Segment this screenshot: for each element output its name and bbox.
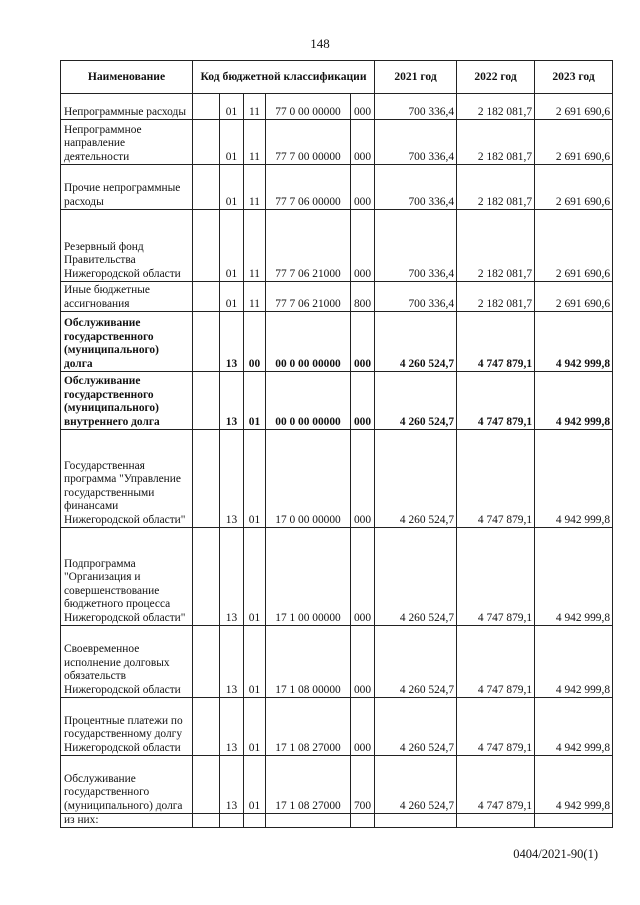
row-name: Процентные платежи по государственному долгу Нижегородской области — [61, 698, 193, 756]
table-row — [61, 814, 613, 828]
row-name: Обслуживание государственного (муниципального) внутреннего долга — [61, 372, 193, 430]
table-row — [61, 698, 613, 756]
row-value-2023: 2 691 690,6 — [535, 120, 613, 165]
row-value-2023: 2 691 690,6 — [535, 210, 613, 282]
row-value-2023: 4 942 999,8 — [535, 430, 613, 528]
row-code-type: 000 — [351, 94, 375, 120]
row-code-1 — [193, 626, 220, 698]
row-value-2023: 2 691 690,6 — [535, 165, 613, 210]
row-value-2022: 2 182 081,7 — [457, 120, 535, 165]
table-row — [61, 626, 613, 698]
row-value-2022: 2 182 081,7 — [457, 165, 535, 210]
row-value-2021: 4 260 524,7 — [375, 626, 457, 698]
row-value-2022: 2 182 081,7 — [457, 282, 535, 312]
row-code-subsection: 01 — [244, 698, 266, 756]
row-code-subsection: 11 — [244, 165, 266, 210]
row-code-article: 17 0 00 00000 — [266, 430, 351, 528]
row-value-2021: 700 336,4 — [375, 94, 457, 120]
row-code-type: 800 — [351, 282, 375, 312]
row-name: Своевременное исполнение долговых обязательств Нижегородской области — [61, 626, 193, 698]
row-name: Государственная программа "Управление государственными финансами Нижегородской области" — [61, 430, 193, 528]
row-code-subsection: 01 — [244, 372, 266, 430]
row-value-2022: 4 747 879,1 — [457, 756, 535, 814]
row-code-article: 17 1 08 00000 — [266, 626, 351, 698]
row-code-type: 700 — [351, 756, 375, 814]
row-code-article: 77 7 06 21000 — [266, 282, 351, 312]
row-code-1 — [193, 814, 220, 828]
row-code-section: 13 — [220, 430, 244, 528]
row-code-type: 000 — [351, 165, 375, 210]
row-code-1 — [193, 372, 220, 430]
row-code-type: 000 — [351, 626, 375, 698]
header-2023: 2023 год — [535, 61, 613, 94]
table-row — [61, 312, 613, 372]
row-code-1 — [193, 756, 220, 814]
row-value-2021: 700 336,4 — [375, 210, 457, 282]
row-code-article: 00 0 00 00000 — [266, 372, 351, 430]
row-code-type: 000 — [351, 210, 375, 282]
table-row — [61, 120, 613, 165]
row-value-2023: 2 691 690,6 — [535, 94, 613, 120]
row-code-section: 01 — [220, 94, 244, 120]
row-code-subsection: 01 — [244, 528, 266, 626]
row-code-section: 01 — [220, 282, 244, 312]
table-row — [61, 756, 613, 814]
row-name: Обслуживание государственного (муниципального) долга — [61, 756, 193, 814]
table-row — [61, 430, 613, 528]
row-value-2021: 700 336,4 — [375, 165, 457, 210]
row-code-type: 000 — [351, 120, 375, 165]
row-code-article — [266, 814, 351, 828]
row-code-section: 01 — [220, 210, 244, 282]
row-code-article: 17 1 00 00000 — [266, 528, 351, 626]
table-header-row — [61, 61, 613, 94]
row-value-2023: 4 942 999,8 — [535, 756, 613, 814]
row-code-subsection: 01 — [244, 430, 266, 528]
row-value-2022: 4 747 879,1 — [457, 430, 535, 528]
row-code-subsection: 11 — [244, 120, 266, 165]
row-code-subsection — [244, 814, 266, 828]
row-code-subsection: 11 — [244, 94, 266, 120]
row-code-1 — [193, 94, 220, 120]
row-code-section: 13 — [220, 372, 244, 430]
header-name: Наименование — [61, 61, 193, 94]
row-value-2021: 700 336,4 — [375, 282, 457, 312]
row-code-type — [351, 814, 375, 828]
row-code-type: 000 — [351, 430, 375, 528]
row-code-subsection: 01 — [244, 756, 266, 814]
row-code-1 — [193, 120, 220, 165]
row-value-2021: 4 260 524,7 — [375, 756, 457, 814]
row-code-subsection: 00 — [244, 312, 266, 372]
row-code-subsection: 01 — [244, 626, 266, 698]
row-value-2022: 4 747 879,1 — [457, 312, 535, 372]
row-value-2021: 700 336,4 — [375, 120, 457, 165]
row-code-subsection: 11 — [244, 210, 266, 282]
row-code-type: 000 — [351, 698, 375, 756]
row-code-section: 13 — [220, 756, 244, 814]
row-value-2023: 4 942 999,8 — [535, 698, 613, 756]
row-code-article: 17 1 08 27000 — [266, 698, 351, 756]
row-value-2021: 4 260 524,7 — [375, 372, 457, 430]
row-value-2021: 4 260 524,7 — [375, 698, 457, 756]
row-name: из них: — [61, 814, 193, 828]
budget-table — [60, 60, 613, 828]
row-value-2022: 4 747 879,1 — [457, 528, 535, 626]
row-code-1 — [193, 528, 220, 626]
table-row — [61, 210, 613, 282]
row-name: Иные бюджетные ассигнования — [61, 282, 193, 312]
row-code-type: 000 — [351, 312, 375, 372]
row-value-2021: 4 260 524,7 — [375, 312, 457, 372]
row-value-2022: 2 182 081,7 — [457, 210, 535, 282]
row-value-2023: 2 691 690,6 — [535, 282, 613, 312]
row-code-type: 000 — [351, 528, 375, 626]
row-value-2023: 4 942 999,8 — [535, 312, 613, 372]
row-value-2022 — [457, 814, 535, 828]
row-code-article: 17 1 08 27000 — [266, 756, 351, 814]
row-name: Непрограммное направление деятельности — [61, 120, 193, 165]
header-2022: 2022 год — [457, 61, 535, 94]
row-name: Прочие непрограммные расходы — [61, 165, 193, 210]
row-code-1 — [193, 698, 220, 756]
row-code-article: 00 0 00 00000 — [266, 312, 351, 372]
page-number: 148 — [310, 36, 330, 51]
table-row — [61, 165, 613, 210]
row-code-subsection: 11 — [244, 282, 266, 312]
row-value-2023: 4 942 999,8 — [535, 528, 613, 626]
row-code-1 — [193, 165, 220, 210]
row-code-article: 77 0 00 00000 — [266, 94, 351, 120]
row-value-2022: 4 747 879,1 — [457, 372, 535, 430]
row-name: Подпрограмма "Организация и совершенствование бюджетного процесса Нижегородской области" — [61, 528, 193, 626]
table-row — [61, 528, 613, 626]
row-code-section — [220, 814, 244, 828]
row-name: Резервный фонд Правительства Нижегородской области — [61, 210, 193, 282]
row-code-section: 13 — [220, 698, 244, 756]
row-value-2023 — [535, 814, 613, 828]
row-name: Обслуживание государственного (муниципального) долга — [61, 312, 193, 372]
row-value-2021: 4 260 524,7 — [375, 528, 457, 626]
row-value-2022: 4 747 879,1 — [457, 698, 535, 756]
header-code: Код бюджетной классификации — [193, 61, 375, 94]
row-value-2022: 2 182 081,7 — [457, 94, 535, 120]
document-code: 0404/2021-90(1) — [513, 847, 598, 861]
row-code-section: 01 — [220, 165, 244, 210]
table-body — [61, 94, 613, 828]
table-row — [61, 282, 613, 312]
row-name: Непрограммные расходы — [61, 94, 193, 120]
row-code-1 — [193, 282, 220, 312]
row-value-2023: 4 942 999,8 — [535, 626, 613, 698]
row-code-1 — [193, 210, 220, 282]
row-code-1 — [193, 430, 220, 528]
row-code-section: 13 — [220, 528, 244, 626]
row-value-2023: 4 942 999,8 — [535, 372, 613, 430]
row-code-article: 77 7 06 21000 — [266, 210, 351, 282]
row-code-article: 77 7 00 00000 — [266, 120, 351, 165]
header-2021: 2021 год — [375, 61, 457, 94]
row-code-section: 13 — [220, 312, 244, 372]
row-code-article: 77 7 06 00000 — [266, 165, 351, 210]
row-code-section: 01 — [220, 120, 244, 165]
row-value-2021: 4 260 524,7 — [375, 430, 457, 528]
row-code-section: 13 — [220, 626, 244, 698]
row-value-2022: 4 747 879,1 — [457, 626, 535, 698]
row-value-2021 — [375, 814, 457, 828]
table-row — [61, 372, 613, 430]
table-row — [61, 94, 613, 120]
row-code-type: 000 — [351, 372, 375, 430]
row-code-1 — [193, 312, 220, 372]
